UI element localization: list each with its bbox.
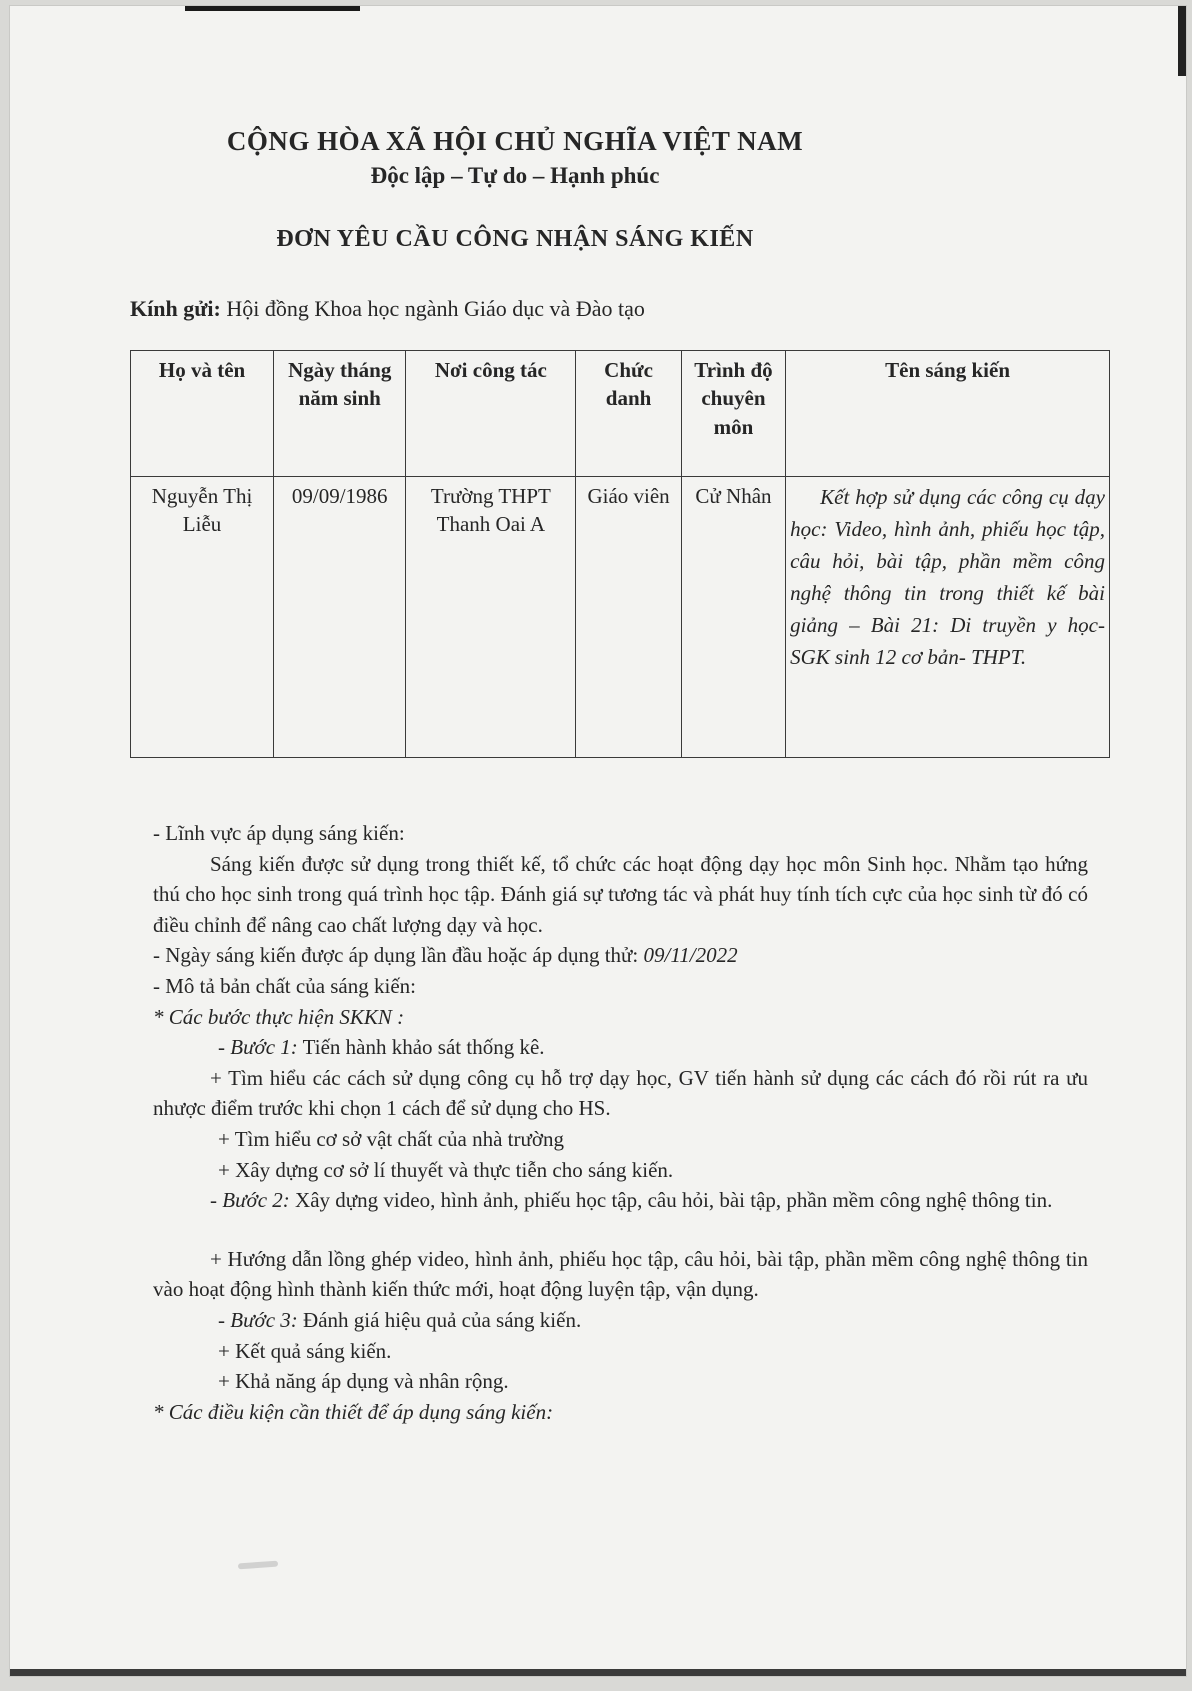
motto-heading: Độc lập – Tự do – Hạnh phúc xyxy=(370,163,660,188)
step2-line xyxy=(153,1185,1088,1216)
step1-label: - Bước 1: xyxy=(218,1035,298,1060)
header-innovation: Tên sáng kiến xyxy=(786,351,1110,477)
step3-item-a: + Kết quả sáng kiến. xyxy=(218,1338,392,1363)
scan-edge-shadow xyxy=(1178,6,1186,76)
step3-item-b: + Khả năng áp dụng và nhân rộng. xyxy=(218,1369,509,1394)
header-qualification: Trình độ chuyên môn xyxy=(681,351,785,477)
header-name: Họ và tên xyxy=(131,351,274,477)
step1-line xyxy=(153,1032,1088,1063)
cell-workplace: Trường THPT Thanh Oai A xyxy=(406,477,576,758)
step2-label: - Bước 2: xyxy=(210,1188,290,1213)
document-page xyxy=(10,6,1186,1676)
applicant-table xyxy=(130,350,1110,758)
cell-dob: 09/09/1986 xyxy=(274,477,406,758)
conditions-heading-text: * Các điều kiện cần thiết để áp dụng sáng kiến: xyxy=(153,1399,554,1424)
recipient-value: Hội đồng Khoa học ngành Giáo dục và Đào tạo xyxy=(226,296,645,321)
scan-edge-shadow xyxy=(10,1669,1186,1676)
step1-item-b: + Tìm hiểu cơ sở vật chất của nhà trường xyxy=(218,1126,564,1151)
cell-name: Nguyễn Thị Liễu xyxy=(131,477,274,758)
step1-item-a: + Tìm hiểu các cách sử dụng công cụ hỗ trợ dạy học, GV tiến hành sử dụng các cách đó rồi rút ra ưu nhược điểm trước khi chọn 1 cách để sử dụng cho HS. xyxy=(153,1065,1088,1121)
date-value: 09/11/2022 xyxy=(643,943,738,968)
paragraph-gap xyxy=(153,1216,1088,1244)
steps-heading-text: * Các bước thực hiện SKKN : xyxy=(153,1004,405,1029)
pen-mark xyxy=(238,1561,278,1570)
date-label: - Ngày sáng kiến được áp dụng lần đầu hoặc áp dụng thử: xyxy=(153,943,639,968)
step1-text: Tiến hành khảo sát thống kê. xyxy=(302,1035,545,1060)
scan-edge-shadow xyxy=(185,6,360,11)
recipient-label: Kính gửi: xyxy=(130,296,221,321)
nation-heading: CỘNG HÒA XÃ HỘI CHỦ NGHĨA VIỆT NAM xyxy=(226,126,804,156)
steps-heading xyxy=(153,1002,1088,1033)
document-title: ĐƠN YÊU CẦU CÔNG NHẬN SÁNG KIẾN xyxy=(276,226,754,252)
cell-innovation: Kết hợp sử dụng các công cụ dạy học: Video, hình ảnh, phiếu học tập, câu hỏi, bài tập, phần mềm công nghệ thông tin trong thiết kế bài giảng – Bài 21: Di truyền y học- SGK sinh 12 cơ bản- THPT. xyxy=(786,477,1110,758)
header-dob: Ngày tháng năm sinh xyxy=(274,351,406,477)
field-label: - Lĩnh vực áp dụng sáng kiến: xyxy=(153,821,405,845)
step3-label: - Bước 3: xyxy=(218,1307,298,1332)
table-row xyxy=(131,477,1110,758)
step2-item-a: + Hướng dẫn lồng ghép video, hình ảnh, phiếu học tập, câu hỏi, bài tập, phần mềm công nghệ thông tin vào hoạt động hình thành kiến thức mới, hoạt động luyện tập, vận dụng. xyxy=(153,1246,1088,1302)
cell-position: Giáo viên xyxy=(576,477,681,758)
essence-label: - Mô tả bản chất của sáng kiến: xyxy=(153,973,416,998)
field-text: Sáng kiến được sử dụng trong thiết kế, tổ chức các hoạt động dạy học môn Sinh học. Nhằm tạo hứng thú cho học sinh trong quá trình học tập. Đánh giá sự tương tác và phát huy tính tích cực của học sinh từ đó có điều chỉnh để nâng cao chất lượng dạy và học. xyxy=(153,851,1088,937)
step2-text: Xây dựng video, hình ảnh, phiếu học tập, câu hỏi, bài tập, phần mềm công nghệ thông tin. xyxy=(295,1188,1053,1213)
step1-item-c: + Xây dựng cơ sở lí thuyết và thực tiễn cho sáng kiến. xyxy=(218,1157,674,1182)
table-header-row xyxy=(131,351,1110,477)
header-position: Chức danh xyxy=(576,351,681,477)
date-line xyxy=(153,940,1088,971)
body-text xyxy=(153,818,1088,1427)
step3-text: Đánh giá hiệu quả của sáng kiến. xyxy=(303,1307,582,1332)
header-workplace: Nơi công tác xyxy=(406,351,576,477)
cell-qualification: Cử Nhân xyxy=(681,477,785,758)
conditions-heading xyxy=(153,1397,1088,1428)
step3-line xyxy=(153,1305,1088,1336)
recipient-line xyxy=(130,296,645,322)
